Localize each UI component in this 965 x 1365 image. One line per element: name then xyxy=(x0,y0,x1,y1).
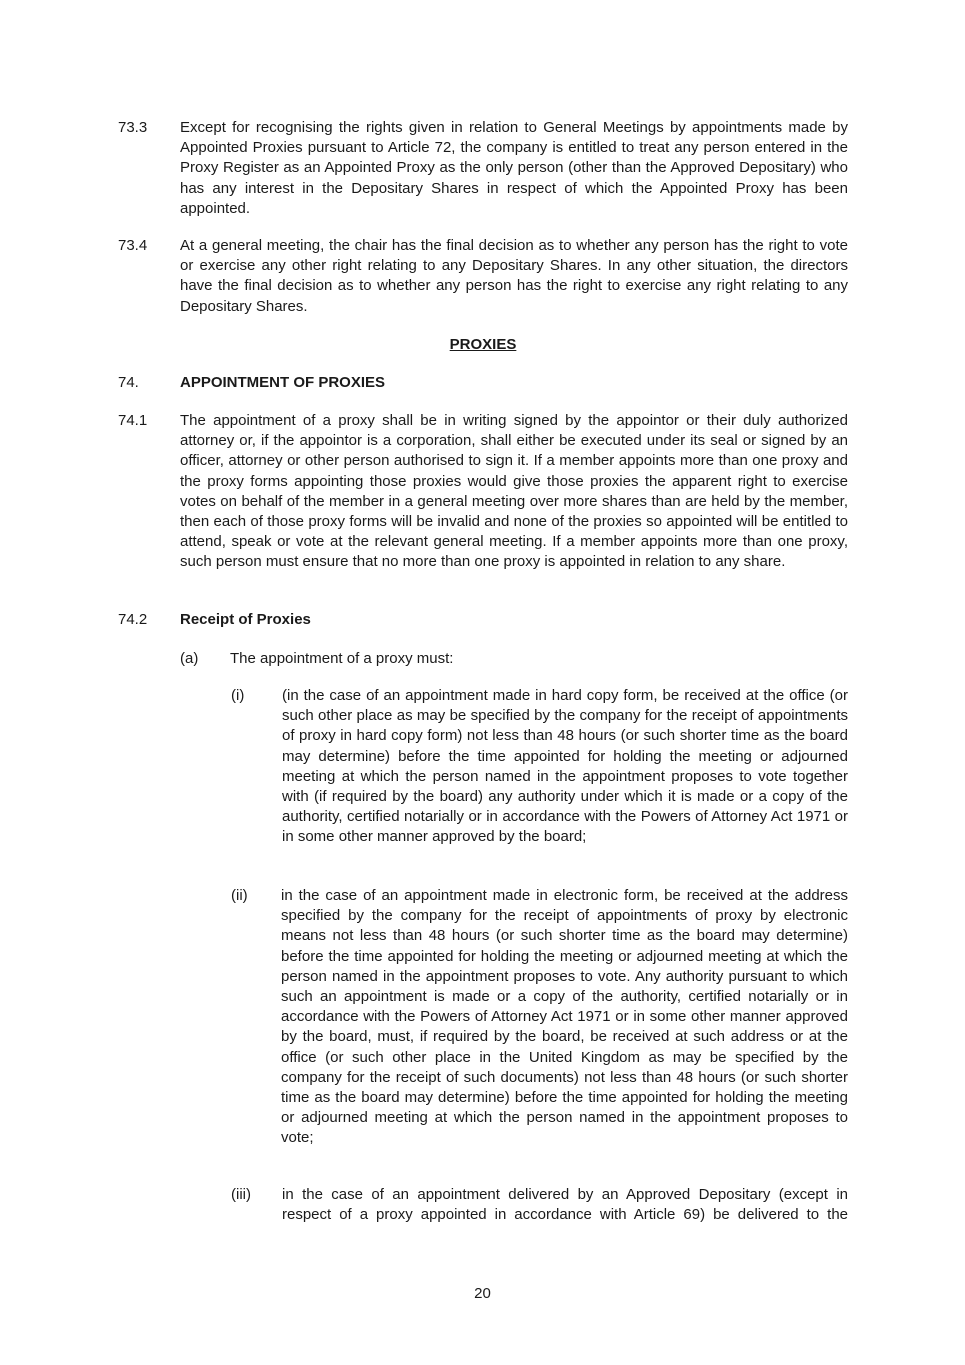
item-number-ii: (ii) xyxy=(231,887,248,904)
clause-number-73-3: 73.3 xyxy=(118,119,148,136)
item-text-ii: in the case of an appointment made in electronic form, be received at the address specified by the company for the receipt of appointments of proxy by electronic means not less than 48 hours (or such shorter time as the board may determine) before the time appointed for holding the meeting or adjourned meeting at which the person named in the appointment proposes to vote. Any authority pursuant to which such an appointment is made or a copy of the authority, certified notarially or in accordance with the Powers of Attorney Act 1971 or in some other manner approved by the board, must, if required by the board, be received at such address or at the office (or such other place in the United Kingdom as may be specified by the company for the receipt of such documents) not less than 48 hours (or such shorter time as the board may determine) before the time appointed for holding the meeting or adjourned meeting at which the person named in the appointment proposes to vote; xyxy=(281,887,848,1147)
item-text-iii: in the case of an appointment delivered by an Approved Depositary (except in respect of a proxy appointed in accordance with Article 69) be delivered to the xyxy=(282,1186,848,1224)
clause-title-74: APPOINTMENT OF PROXIES xyxy=(180,374,386,391)
clause-number-74-2: 74.2 xyxy=(118,611,148,628)
clause-text-73-4: At a general meeting, the chair has the final decision as to whether any person has the right to vote or exercise any other right relating to any Depositary Shares. In any other situation, the directors have the final decision as to whether any person has the right to exercise any right relating to any Depositary Shares. xyxy=(180,237,848,315)
item-number-i: (i) xyxy=(231,687,245,704)
clause-text-73-3: Except for recognising the rights given in relation to General Meetings by appointments made by Appointed Proxies pursuant to Article 72, the company is entitled to treat any person entered in the Proxy Register as an Appointed Proxy as the only person (other than the Approved Depositary) who has any interest in the Depositary Shares in respect of which the Appointed Proxy has been appointed. xyxy=(180,119,848,217)
clause-number-74: 74. xyxy=(118,374,139,391)
clause-text-74-1: The appointment of a proxy shall be in writing signed by the appointor or their duly authorized attorney or, if the appointor is a corporation, shall either be executed under its seal or signed by an officer, attorney or other person authorised to sign it. If a member appoints more than one proxy and the proxy forms appointing those proxies would give those proxies the apparent right to exercise votes on behalf of the member in a general meeting over more shares than are held by the member, then each of those proxy forms will be invalid and none of the proxies so appointed will be entitled to attend, speak or vote at the relevant general meeting. If a member appoints more than one proxy, such person must ensure that no more than one proxy is appointed in relation to any share. xyxy=(180,412,848,571)
item-number-iii: (iii) xyxy=(231,1186,251,1203)
clause-number-74-1: 74.1 xyxy=(118,412,148,429)
clause-title-74-2: Receipt of Proxies xyxy=(180,611,311,628)
subclause-text-a: The appointment of a proxy must: xyxy=(230,650,454,667)
item-text-i: (in the case of an appointment made in hard copy form, be received at the office (or such other place as may be specified by the company for the receipt of appointments of proxy in hard copy form) not less than 48 hours (or such shorter time as the board may determine) before the time appointed for holding the meeting or adjourned meeting at which the person named in the appointment proposes to vote together with (if required by the board) any authority under which it is made or a copy of the authority, certified notarially or in accordance with the Powers of Attorney Act 1971 or in some other manner approved by the board; xyxy=(282,687,848,846)
section-heading-proxies: PROXIES xyxy=(449,336,517,353)
subclause-number-a: (a) xyxy=(180,650,199,667)
clause-number-73-4: 73.4 xyxy=(118,237,148,254)
page-number: 20 xyxy=(474,1285,491,1302)
